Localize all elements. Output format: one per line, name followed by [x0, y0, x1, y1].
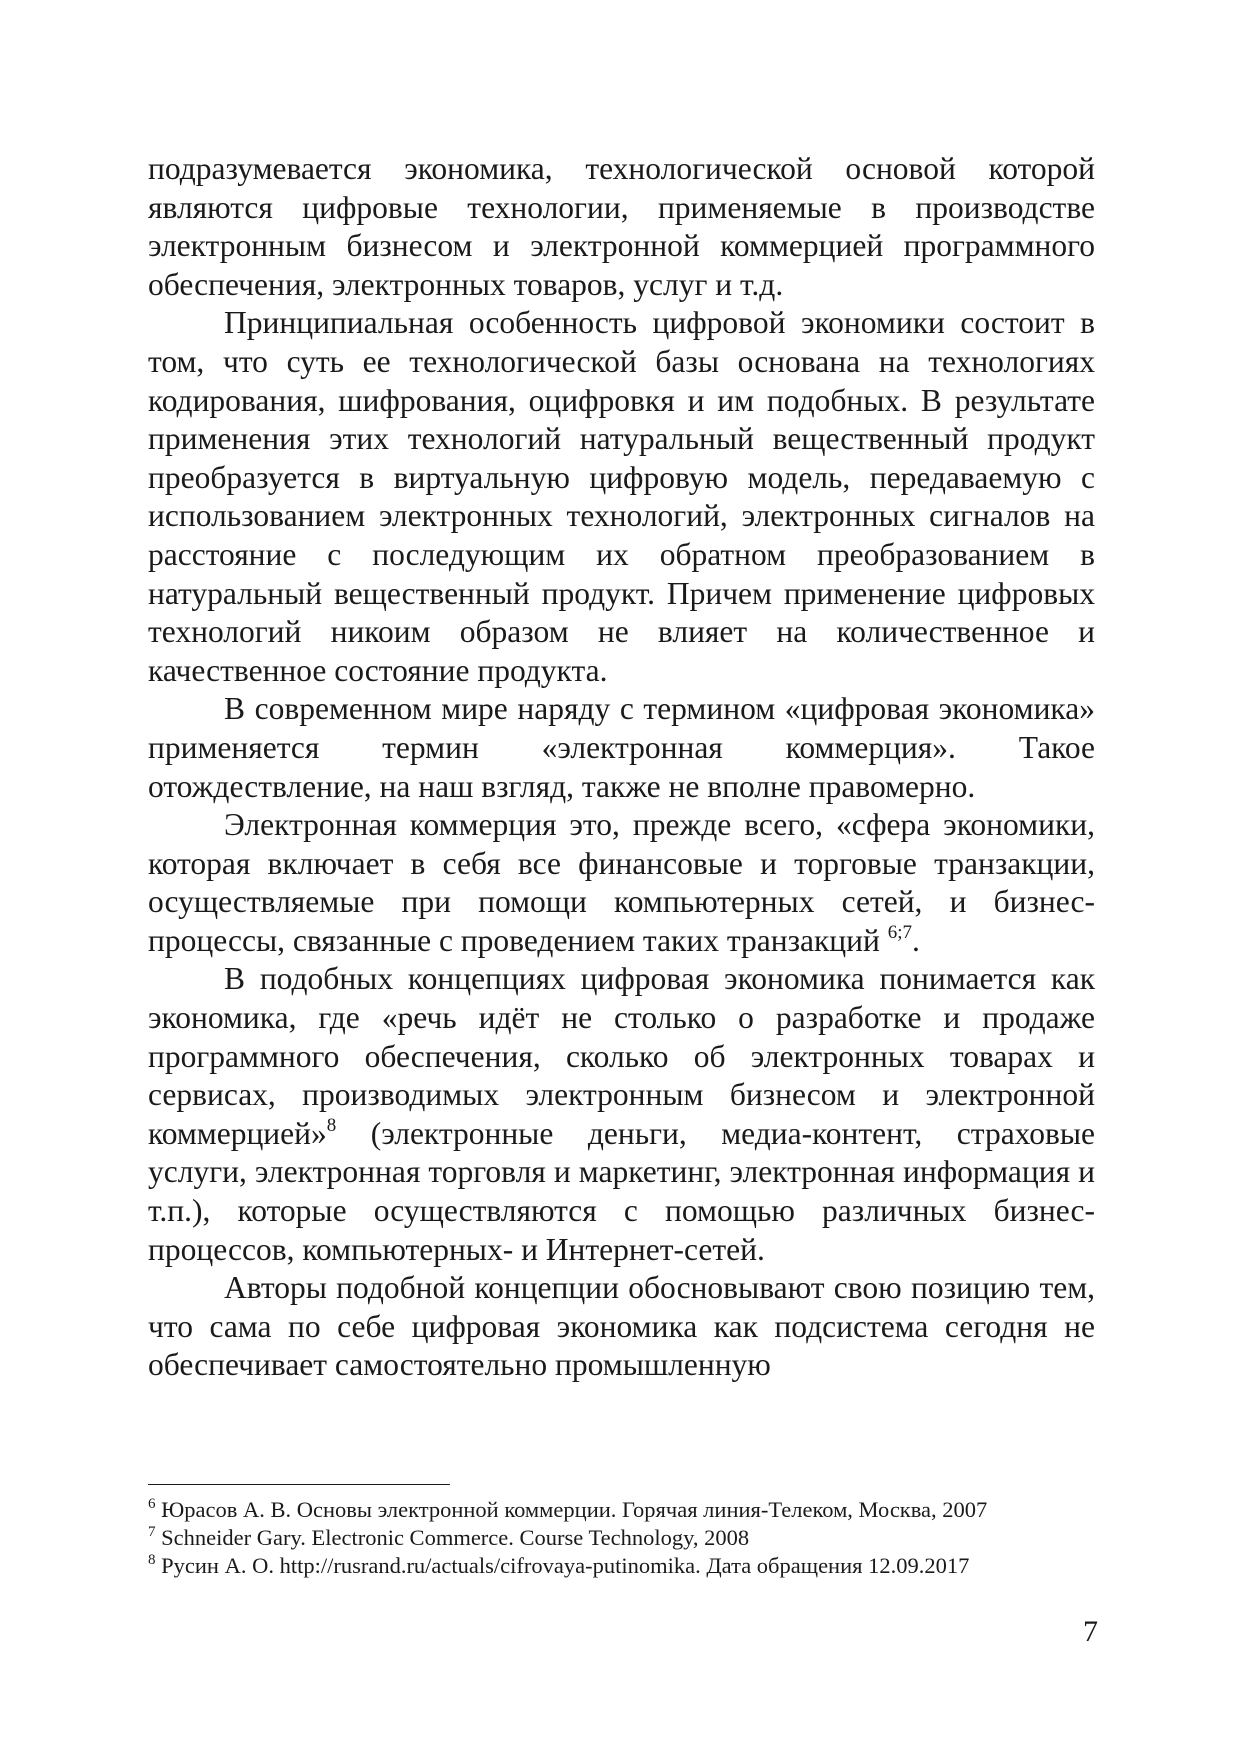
footnote-number: 6 [148, 1496, 156, 1512]
paragraph-4-end: . [912, 922, 920, 958]
footnote-number: 8 [148, 1552, 156, 1568]
footnote-ref-6-7[interactable]: 6;7 [887, 921, 913, 943]
page-body [148, 150, 1095, 1385]
paragraph-2: Принципиальная особенность цифровой экономики состоит в том, что суть ее технологической базы основана на технологиях кодирования, шифрования, оцифровкя и им подобных. В результате применения этих технологий натуральный вещественный продукт преобразуется в виртуальную цифровую модель, передаваемую с использованием электронных технологий, электронных сигналов на расстояние с последующим их обратном преобразованием в натуральный вещественный продукт. Причем применение цифровых технологий никоим образом не влияет на количественное и качественное состояние продукта. [148, 305, 1095, 688]
page-number: 7 [1083, 1615, 1098, 1648]
paragraph-6: Авторы подобной концепции обосновывают свою позицию тем, что сама по себе цифровая экономика как подсистема сегодня не обеспечивает самостоятельно промышленную [148, 1270, 1095, 1383]
footnotes [148, 1496, 1095, 1580]
footnote-7 [148, 1524, 1095, 1552]
paragraph-4-text: Электронная коммерция это, прежде всего, «сфера экономики, которая включает в себя все финансовые и торговые транзакции, осуществляемые при помощи компьютерных сетей, и бизнес-процессы, связанные с проведением таких транзакций [148, 807, 1095, 958]
footnote-separator [148, 1484, 450, 1485]
footnote-text: Русин А. О. http://rusrand.ru/actuals/cifrovaya-putinomika. Дата обращения 12.09.2017 [155, 1553, 970, 1578]
footnote-text: Schneider Gary. Electronic Commerce. Course Technology, 2008 [155, 1525, 750, 1550]
footnote-ref-8[interactable]: 8 [326, 1114, 337, 1136]
footnote-6 [148, 1496, 1095, 1524]
footnote-number: 7 [148, 1524, 156, 1540]
paragraph-5 [148, 960, 1095, 1269]
footnote-text: Юрасов А. В. Основы электронной коммерции. Горячая линия-Телеком, Москва, 2007 [155, 1497, 988, 1522]
paragraph-3: В современном мире наряду с термином «цифровая экономика» применяется термин «электронная коммерция». Такое отождествление, на наш взгляд, также не вполне правомерно. [148, 691, 1095, 804]
footnote-8 [148, 1552, 1095, 1580]
paragraph-5-end: (электронные деньги, медиа-контент, страховые услуги, электронная торговля и маркетинг, электронная информация и т.п.), которые осуществляются с помощью различных бизнес-процессов, компьютерных- и Интернет-сетей. [148, 1115, 1095, 1267]
paragraph-5-text: В подобных концепциях цифровая экономика понимается как экономика, где «речь идёт не столько о разработке и продаже программного обеспечения, сколько об электронных товарах и сервисах, производимых электронным бизнесом и электронной коммерцией» [148, 961, 1095, 1151]
paragraph-1: подразумевается экономика, технологической основой которой являются цифровые технологии, применяемые в производстве электронным бизнесом и электронной коммерцией программного обеспечения, электронных товаров, услуг и т.д. [148, 151, 1095, 302]
paragraph-4 [148, 806, 1095, 960]
